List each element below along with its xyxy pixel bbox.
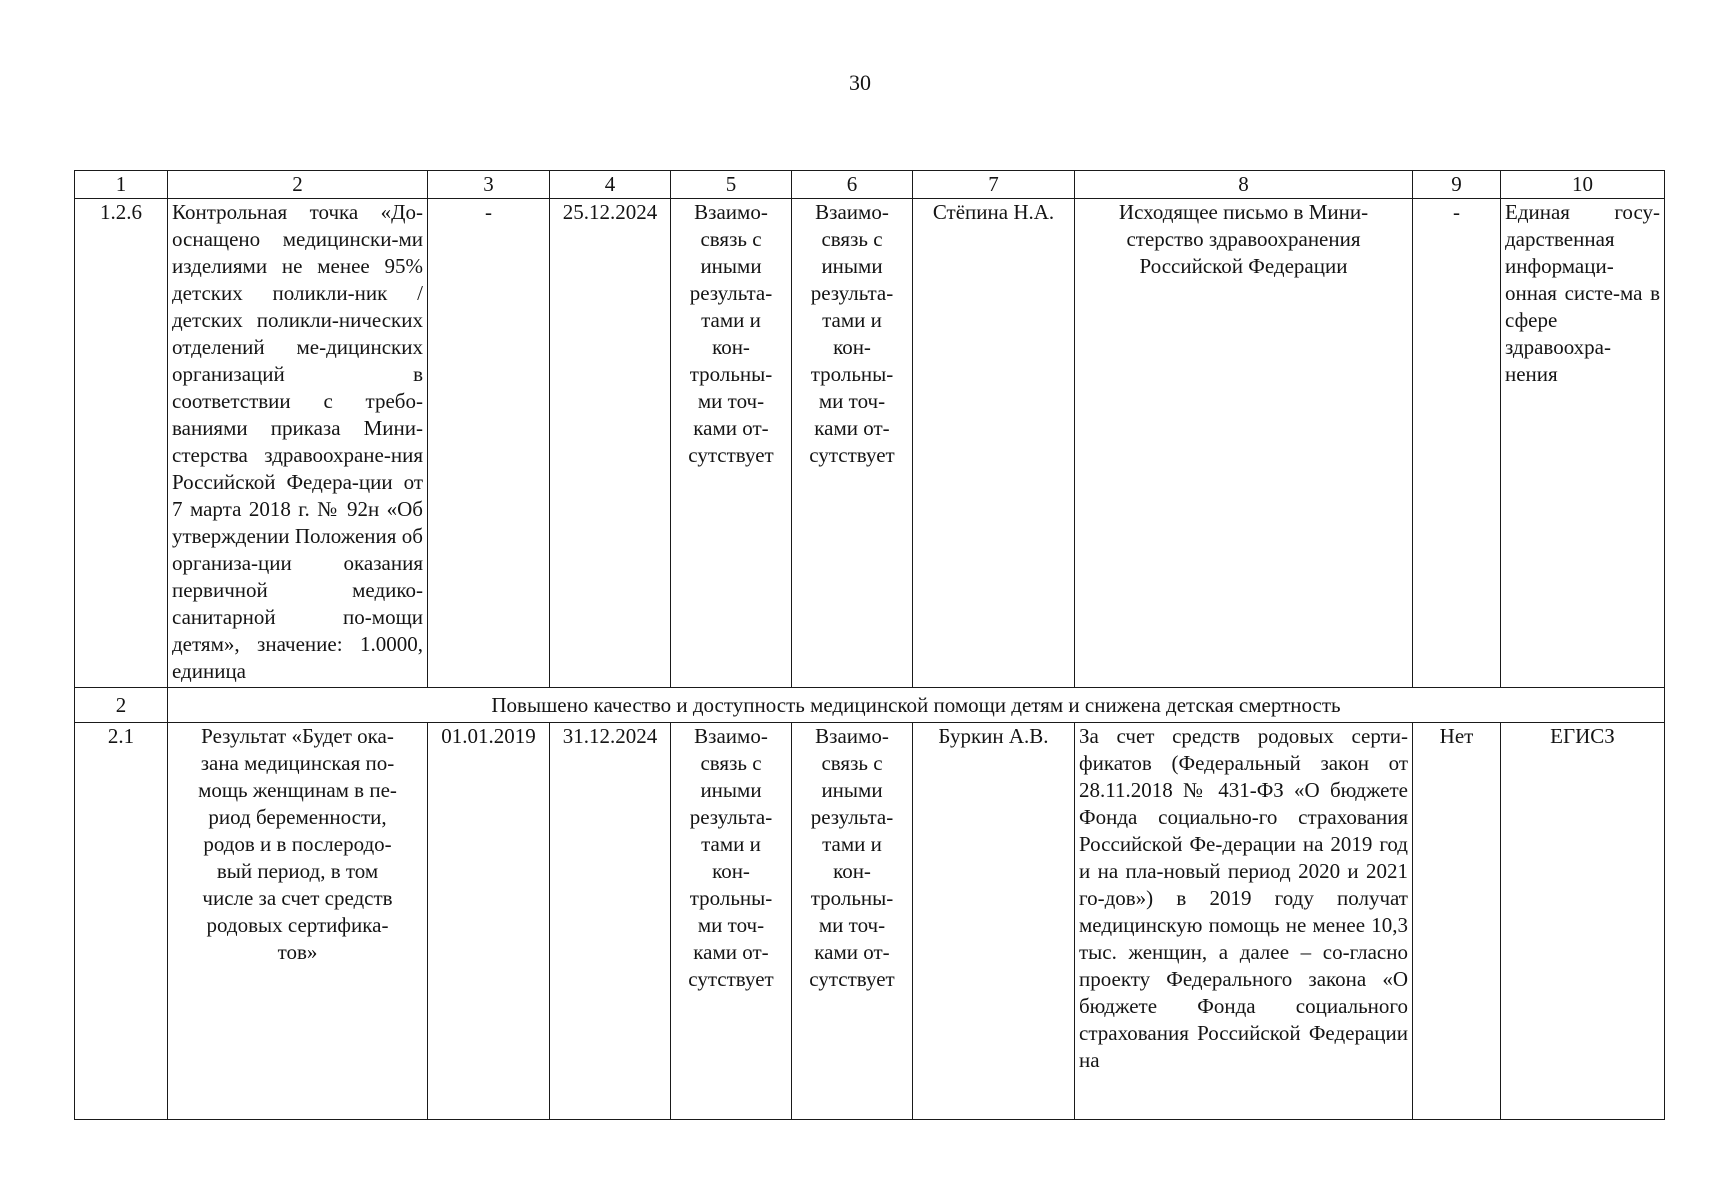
column-number: 9 xyxy=(1413,171,1501,199)
column-number: 6 xyxy=(792,171,913,199)
column-number-row xyxy=(75,171,1665,199)
column-number: 10 xyxy=(1501,171,1665,199)
relation-cell: Взаимо- связь с иными результа- тами и кон- трольны- ми точ- ками от- сутствует xyxy=(792,723,913,1120)
row-number: 1.2.6 xyxy=(75,199,168,688)
row-number: 2.1 xyxy=(75,723,168,1120)
level-cell: - xyxy=(1413,199,1501,688)
relation-cell: Взаимо- связь с иными результа- тами и кон- трольны- ми точ- ками от- сутствует xyxy=(792,199,913,688)
section-title: Повышено качество и доступность медицинской помощи детям и снижена детская смертность xyxy=(168,688,1665,723)
relation-cell: Взаимо- связь с иными результа- тами и кон- трольны- ми точ- ками от- сутствует xyxy=(671,199,792,688)
start-date: - xyxy=(428,199,550,688)
column-number: 5 xyxy=(671,171,792,199)
column-number: 3 xyxy=(428,171,550,199)
end-date: 25.12.2024 xyxy=(550,199,671,688)
column-number: 7 xyxy=(913,171,1075,199)
start-date: 01.01.2019 xyxy=(428,723,550,1120)
information-system: Единая госу-дарственная информаци-онная систе-ма в сфере здравоохра-нения xyxy=(1501,199,1665,688)
row-description: Результат «Будет ока- зана медицинская по- мощь женщинам в пе- риод беременности, родов и в послеродо- вый период, в том числе за счет средств родовых сертифика- тов» xyxy=(168,723,428,1120)
column-number: 2 xyxy=(168,171,428,199)
document-type: Исходящее письмо в Мини- стерство здравоохранения Российской Федерации xyxy=(1075,199,1413,688)
responsible-person: Буркин А.В. xyxy=(913,723,1075,1120)
level-cell: Нет xyxy=(1413,723,1501,1120)
table-row xyxy=(75,723,1665,1120)
section-number: 2 xyxy=(75,688,168,723)
column-number: 1 xyxy=(75,171,168,199)
information-system: ЕГИСЗ xyxy=(1501,723,1665,1120)
column-number: 8 xyxy=(1075,171,1413,199)
end-date: 31.12.2024 xyxy=(550,723,671,1120)
section-row xyxy=(75,688,1665,723)
responsible-person: Стёпина Н.А. xyxy=(913,199,1075,688)
page-number: 30 xyxy=(849,70,871,95)
row-description: Контрольная точка «До-оснащено медицински-ми изделиями не менее 95% детских поликли-ник / детских поликли-нических отделений ме-дицинских организаций в соответствии с требо-ваниями приказа Мини-стерства здравоохране-ния Российской Федера-ции от 7 марта 2018 г. № 92н «Об утверждении Положения об организа-ции оказания первичной медико-санитарной по-мощи детям», значение: 1.0000, единица xyxy=(168,199,428,688)
column-number: 4 xyxy=(550,171,671,199)
results-table xyxy=(74,170,1665,1120)
document-type: За счет средств родовых серти-фикатов (Федеральный закон от 28.11.2018 № 431-ФЗ «О бюджете Фонда социально-го страхования Российской Фе-дерации на 2019 год и на пла-новый период 2020 и 2021 го-дов») в 2019 году получат медицинскую помощь не менее 10,3 тыс. женщин, а далее – со-гласно проекту Федерального закона «О бюджете Фонда социального страхования Российской Федерации на xyxy=(1075,723,1413,1120)
relation-cell: Взаимо- связь с иными результа- тами и кон- трольны- ми точ- ками от- сутствует xyxy=(671,723,792,1120)
table-row xyxy=(75,199,1665,688)
